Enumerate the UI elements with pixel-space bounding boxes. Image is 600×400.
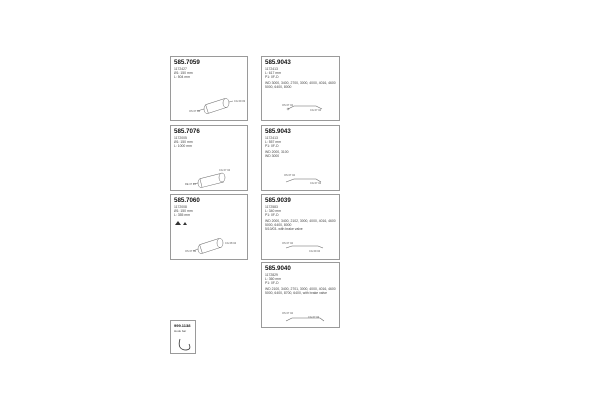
- part-ref: 1172427: [174, 67, 187, 71]
- part-number: 585.7076: [174, 128, 200, 135]
- pipe-drawing: [262, 126, 341, 192]
- pipe-drawing: [262, 57, 341, 122]
- clamp-icon: [175, 221, 181, 225]
- muffler-drawing: [171, 195, 249, 261]
- callout-label: CG 07 04: [310, 109, 322, 112]
- part-spec: P1: 0F-D: [265, 75, 279, 79]
- application-line: WD 3000, 3400, 2700, 3000, 4000, 4016, 4600: [265, 81, 336, 85]
- part-card-585-9043-a: [261, 56, 340, 121]
- callout-label: RE 07 04: [185, 183, 196, 186]
- callout-label: CG 08 04: [225, 242, 237, 245]
- part-card-585-9040: [261, 262, 340, 328]
- muffler-drawing: [171, 126, 249, 192]
- part-ref: 1172583: [265, 205, 278, 209]
- application-line: WD 2100, 3400, 2701, 3000, 4000, 4016, 4600: [265, 287, 336, 291]
- pipe-drawing: [262, 263, 341, 329]
- application-line: 5000, 6400, 8000: [265, 223, 292, 227]
- callout-label: CG 07 04: [308, 316, 320, 319]
- part-spec: P1: 0F-D: [265, 144, 279, 148]
- application-line: 5000, 6400, 8700, 6400, with brake valve: [265, 291, 328, 295]
- part-spec: L: 360 mm: [265, 277, 282, 281]
- part-ref: 1172005: [174, 136, 187, 140]
- part-card-585-9043-b: [261, 125, 340, 191]
- part-spec: L: 1000 mm: [174, 144, 192, 148]
- part-number: 585.9043: [265, 128, 291, 135]
- application-line: 5000, 6400, 8000: [265, 85, 292, 89]
- part-spec: L: 557 mm: [265, 140, 282, 144]
- application-line: WD 2000, 3100: [265, 150, 289, 154]
- part-spec: P1: 0F-D: [265, 281, 279, 285]
- part-number: 585.7060: [174, 197, 200, 204]
- callout-label: CG 09 04: [309, 250, 321, 253]
- callout-label: OS 07 04: [282, 242, 293, 245]
- part-spec: Hook bar: [174, 329, 187, 333]
- part-spec: L: 355 mm: [174, 213, 191, 217]
- callout-label: CG 07 04: [219, 169, 231, 172]
- callout-label: CG 09 03: [234, 100, 246, 103]
- application-line: WD 3000: [265, 154, 280, 158]
- part-card-585-7060: [170, 194, 248, 260]
- part-number: 585.9043: [265, 59, 291, 66]
- part-ref: 1172413: [265, 136, 278, 140]
- part-number: 999.1138: [174, 323, 191, 328]
- part-spec: L: 617 mm: [265, 71, 282, 75]
- part-spec: L: 504 mm: [174, 75, 191, 79]
- part-ref: 1172008: [174, 205, 187, 209]
- part-number: 585.9040: [265, 265, 291, 272]
- callout-label: OS 07 04: [189, 110, 200, 113]
- callout-label: OS 07 04: [185, 250, 196, 253]
- callout-label: CG 07 04: [310, 182, 322, 185]
- part-card-585-7076: [170, 125, 248, 191]
- callout-label: OS 07 04: [284, 174, 295, 177]
- part-spec: Ø1: 150 mm: [174, 209, 193, 213]
- pipe-drawing: [262, 195, 341, 261]
- clamp-icon: [183, 222, 187, 225]
- part-ref: 1172413: [265, 67, 278, 71]
- application-line: WD 2000, 3400, 2102, 3000, 4000, 4016, 4600: [265, 219, 336, 223]
- part-ref: 1172829: [265, 273, 278, 277]
- part-card-999-1138: [170, 320, 196, 354]
- part-spec: Ø1: 150 mm: [174, 71, 193, 75]
- part-spec: L: 340 mm: [265, 209, 282, 213]
- callout-label: OS 07 04: [282, 312, 293, 315]
- part-spec: Ø1: 150 mm: [174, 140, 193, 144]
- hook-drawing: [171, 321, 197, 355]
- muffler-drawing: [171, 57, 249, 122]
- part-card-585-9039: [261, 194, 340, 260]
- callout-label: OS 07 04: [282, 104, 293, 107]
- part-spec: P1: 0F-D: [265, 213, 279, 217]
- part-number: 585.7059: [174, 59, 200, 66]
- part-number: 585.9039: [265, 197, 291, 204]
- part-card-585-7059: [170, 56, 248, 121]
- application-line: 5/10/03- with brake valve: [265, 227, 303, 231]
